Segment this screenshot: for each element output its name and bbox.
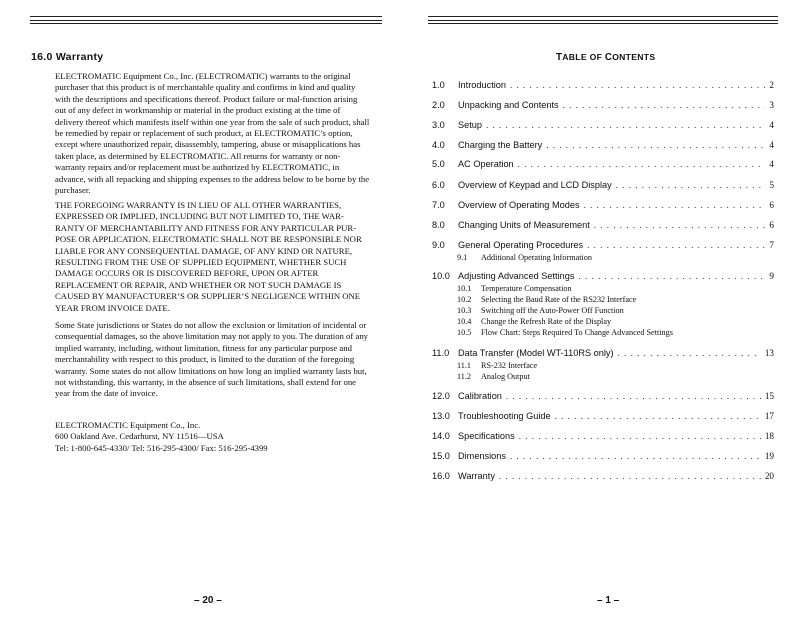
- toc-entry[interactable]: 3.0 Setup . . . 4: [432, 120, 774, 130]
- toc-entry[interactable]: 5.0 AC Operation . . . 4: [432, 159, 774, 169]
- address-line: 600 Oakland Ave. Cedarhurst, NY 11516—USA: [55, 431, 224, 442]
- toc-sub-entry[interactable]: 10.5 Flow Chart: Steps Required To Change Advanced Settings: [457, 328, 673, 337]
- page-number-left: – 20 –: [194, 595, 222, 606]
- toc-entry[interactable]: 11.0 Data Transfer (Model WT-110RS only) . . . 13: [432, 348, 774, 358]
- toc-sub-entry[interactable]: 10.3 Switching off the Auto-Power Off Function: [457, 306, 624, 315]
- toc-title: TABLE OF CONTENTS: [556, 52, 656, 63]
- toc-entry[interactable]: 8.0 Changing Units of Measurement . . . 6: [432, 220, 774, 230]
- company-address: [55, 420, 268, 454]
- page-number-right: – 1 –: [597, 595, 620, 606]
- toc-entry[interactable]: 13.0 Troubleshooting Guide . . . 17: [432, 411, 774, 421]
- warranty-paragraph-1: ELECTROMATIC Equipment Co., Inc. (ELECTROMATIC) warrants to the original purchaser that this product is of merchantable quality and confirms in kind and quality with the descriptions and specifications thereof. Product failure or mal-function arising out of any defect in workmanship or material in the product existing at the time of delivery thereof which manifests itself within one year from the sale of such product, shall be remedied by repair or replacement of such product, at ELECTROMATIC’s option, except where unauthorized repair, disassembly, tampering, abuse or misapplications has taken place, as determined by ELECTROMATIC. All returns for warranty or non-warranty repairs and/or replacement must be authorized by ELECTROMATIC, in advance, with all repacking and shipping expenses to the address below to be borne by the purchaser.: [55, 71, 370, 196]
- address-line: Tel: 1-800-645-4330/ Tel: 516-295-4300/ Fax: 516-295-4399: [55, 442, 268, 453]
- section-title: 16.0 Warranty: [31, 51, 104, 63]
- toc-entry[interactable]: 10.0 Adjusting Advanced Settings . . . 9: [432, 271, 774, 281]
- toc-sub-entry[interactable]: 10.2 Selecting the Baud Rate of the RS232 Interface: [457, 295, 637, 304]
- toc-entry[interactable]: 4.0 Charging the Battery . . . 4: [432, 140, 774, 150]
- toc-sub-entry[interactable]: 11.2 Analog Output: [457, 372, 530, 381]
- toc-entry[interactable]: 1.0 Introduction . . . 2: [432, 80, 774, 90]
- toc-entry[interactable]: 14.0 Specifications . . . 18: [432, 431, 774, 441]
- right-header-rules: [428, 16, 778, 27]
- toc-entry[interactable]: 16.0 Warranty . . . 20: [432, 471, 774, 481]
- toc-entry[interactable]: 15.0 Dimensions . . . 19: [432, 451, 774, 461]
- toc-entry[interactable]: 9.0 General Operating Procedures . . . 7: [432, 240, 774, 250]
- toc-sub-entry[interactable]: 10.1 Temperature Compensation: [457, 284, 572, 293]
- toc-entry[interactable]: 2.0 Unpacking and Contents . . . 3: [432, 100, 774, 110]
- toc-entry[interactable]: 7.0 Overview of Operating Modes . . . 6: [432, 200, 774, 210]
- toc-sub-entry[interactable]: 10.4 Change the Refresh Rate of the Display: [457, 317, 612, 326]
- toc-entry[interactable]: 6.0 Overview of Keypad and LCD Display . . . 5: [432, 180, 774, 190]
- address-line: ELECTROMACTIC Equipment Co., Inc.: [55, 420, 201, 430]
- toc-entry[interactable]: 12.0 Calibration . . . 15: [432, 391, 774, 401]
- toc-sub-entry[interactable]: 9.1 Additional Operating Information: [457, 253, 592, 262]
- warranty-paragraph-2: THE FOREGOING WARRANTY IS IN LIEU OF ALL OTHER WARRANTIES, EXPRESSED OR IMPLIED, INCLUDING BUT NOT LIMITED TO, THE WAR-RANTY OF MERCHANTABILITY AND FITNESS FOR ANY PARTICULAR PUR-POSE OR APPLICATION. ELECTROMATIC SHALL NOT BE RESPONSIBLE NOR LIABLE FOR ANY CONSEQUENTIAL DAMAGE, OF ANY KIND OR NATURE, RESULTING FROM THE USE OF SUPPLIED EQUIPMENT, WHETHER SUCH DAMAGE OCCURS OR IS DISCOVERED BEFORE, UPON OR AFTER REPLACEMENT OR REPAIR, AND WHETHER OR NOT SUCH DAMAGE IS CAUSED BY MANUFACTURER’S OR SUPPLIER’S NEGLIGENCE WITHIN ONE YEAR FROM INVOICE DATE.: [55, 200, 362, 313]
- left-header-rules: [30, 16, 382, 27]
- toc-sub-entry[interactable]: 11.1 RS-232 Interface: [457, 361, 538, 370]
- warranty-paragraph-3: Some State jurisdictions or States do not allow the exclusion or limitation of incidental or consequential damages, so the above limitation may not apply to you. The duration of any implied warranty, including, without limitation, fitness for any particular purpose and merchantability with respect to this product, is limited to the duration of the foregoing warranty. Some states do not allow limitations on how long an implied warranty lasts but, not withstanding, this warranty, in the absence of such limitations, shall extend for one year from the date of invoice.: [55, 320, 369, 399]
